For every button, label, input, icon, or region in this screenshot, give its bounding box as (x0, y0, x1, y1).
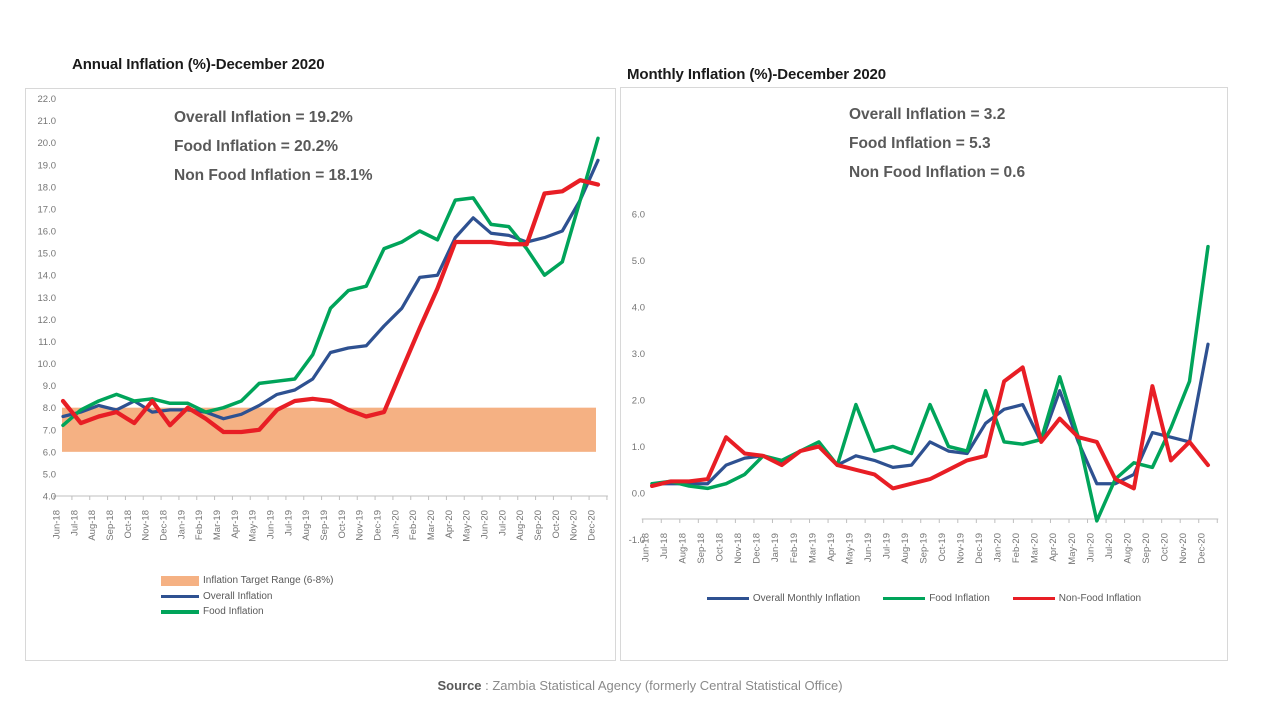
annotation-line: Non Food Inflation = 0.6 (849, 164, 1026, 181)
y-axis-label: 7.0 (42, 425, 56, 437)
x-axis-label: Jul-20 (497, 510, 509, 536)
x-axis-label: Feb-20 (1011, 533, 1023, 564)
source-note (0, 678, 1280, 693)
x-axis-label: Sep-20 (532, 510, 544, 541)
x-axis-label: Feb-19 (194, 510, 206, 541)
legend-line-swatch (883, 597, 925, 601)
x-axis-label: Feb-19 (788, 533, 800, 564)
annotation-line: Food Inflation = 5.3 (849, 135, 991, 152)
y-axis-label: 0.0 (631, 488, 645, 500)
x-axis-label: Jan-20 (390, 510, 402, 540)
x-axis-label: Sep-19 (318, 510, 330, 541)
legend-line-swatch (1013, 597, 1055, 601)
annotation-line: Overall Inflation = 3.2 (849, 106, 1006, 123)
y-axis-label: 22.0 (37, 94, 56, 106)
x-axis-label: Jan-20 (992, 533, 1004, 563)
annotation-line: Non Food Inflation = 18.1% (174, 167, 373, 184)
y-axis-label: 4.0 (631, 302, 645, 314)
x-axis-label: Aug-18 (677, 533, 689, 564)
legend-label: Inflation Target Range (6-8%) (203, 575, 334, 587)
annual-chart-title: Annual Inflation (%)-December 2020 (72, 56, 325, 73)
x-axis-label: Aug-18 (87, 510, 99, 541)
y-axis-label: 5.0 (631, 256, 645, 267)
x-axis-label: Aug-20 (1122, 533, 1134, 564)
y-axis-label: 2.0 (631, 395, 645, 407)
y-axis-label: 3.0 (631, 349, 645, 360)
y-axis-label: 6.0 (42, 447, 56, 459)
x-axis-label: Aug-20 (515, 509, 527, 541)
x-axis-label: Mar-19 (211, 510, 223, 541)
legend-item-overall-inflation (161, 589, 333, 605)
legend-item-food-inflation (161, 604, 333, 620)
y-axis-label: 14.0 (37, 270, 56, 282)
y-axis-label: 20.0 (37, 138, 56, 150)
legend-item-inflation-target-range-6-8- (161, 573, 333, 589)
x-axis-label: Sep-18 (696, 533, 708, 564)
x-axis-label: Jun-18 (51, 510, 63, 540)
legend-label: Food Inflation (929, 593, 990, 604)
y-axis-label: 13.0 (37, 292, 56, 304)
legend-label: Overall Inflation (203, 590, 273, 602)
x-axis-label: Aug-19 (899, 533, 911, 564)
y-axis-label: 12.0 (37, 314, 56, 326)
x-axis-label: Apr-20 (443, 510, 455, 539)
x-axis-label: May-19 (844, 533, 856, 565)
y-axis-label: -1.0 (628, 535, 645, 546)
x-axis-label: Jul-18 (659, 533, 671, 559)
x-axis-label: Nov-18 (733, 533, 745, 564)
y-axis-label: 18.0 (37, 182, 56, 194)
overall-inflation-line (63, 160, 598, 418)
x-axis-label: Nov-18 (140, 510, 152, 541)
x-axis-label: Sep-19 (918, 533, 930, 564)
annual-annotation (174, 103, 373, 190)
x-axis-label: Dec-20 (586, 510, 598, 541)
y-axis-label: 6.0 (631, 209, 645, 221)
y-axis-label: 16.0 (37, 226, 56, 238)
x-axis-label: Oct-20 (550, 510, 562, 539)
x-axis-label: Feb-20 (408, 510, 420, 541)
legend-label: Overall Monthly Inflation (752, 593, 861, 604)
y-axis-label: 15.0 (37, 248, 56, 260)
legend-label: Non-Food Inflation (1058, 593, 1142, 604)
source-text: : Zambia Statistical Agency (formerly Central Statistical Office) (481, 678, 843, 693)
y-axis-label: 5.0 (42, 469, 56, 481)
annotation-line: Overall Inflation = 19.2% (174, 109, 353, 126)
overall-monthly-inflation-line (652, 344, 1208, 484)
x-axis-label: Oct-18 (122, 510, 134, 539)
x-axis-label: Mar-19 (807, 533, 819, 564)
x-axis-label: Jul-19 (283, 510, 295, 536)
x-axis-label: Jul-18 (69, 510, 81, 536)
x-axis-label: Jul-19 (881, 533, 893, 559)
annotation-line: Food Inflation = 20.2% (174, 138, 339, 155)
x-axis-label: Nov-19 (354, 510, 366, 541)
x-axis-label: Dec-19 (974, 533, 986, 564)
x-axis-label: Apr-19 (229, 510, 241, 539)
legend-band-swatch (161, 576, 199, 586)
y-axis-label: 11.0 (38, 336, 56, 348)
y-axis-label: 21.0 (37, 116, 56, 128)
x-axis-label: Jun-20 (1085, 533, 1097, 563)
x-axis-label: Dec-18 (158, 510, 170, 541)
x-axis-label: Jun-19 (862, 533, 874, 563)
monthly-chart-legend (621, 593, 1227, 604)
legend-label: Food Inflation (203, 606, 264, 618)
x-axis-label: Jul-20 (1103, 533, 1115, 559)
x-axis-label: Jun-19 (265, 510, 277, 540)
y-axis-label: 9.0 (42, 381, 56, 393)
x-axis-label: Nov-20 (568, 510, 580, 541)
monthly-chart-title: Monthly Inflation (%)-December 2020 (627, 66, 887, 83)
x-axis-label: Sep-18 (104, 510, 116, 541)
legend-line-swatch (707, 597, 749, 601)
x-axis-label: Dec-18 (751, 533, 763, 564)
x-axis-label: Mar-20 (425, 510, 437, 541)
annual-chart-panel (25, 88, 616, 661)
x-axis-label: May-20 (461, 510, 473, 542)
x-axis-label: Jan-19 (176, 510, 188, 540)
source-label: Source (437, 678, 482, 693)
x-axis-label: Oct-20 (1159, 533, 1171, 562)
x-axis-label: Oct-18 (714, 533, 726, 562)
monthly-annotation (849, 100, 1025, 187)
x-axis-label: May-20 (1066, 533, 1078, 565)
x-axis-label: Nov-20 (1177, 533, 1189, 564)
legend-item-non-food-inflation (1013, 593, 1141, 604)
x-axis-label: Oct-19 (937, 533, 949, 562)
x-axis-label: Jan-19 (770, 533, 782, 563)
x-axis-label: Oct-19 (336, 510, 348, 539)
y-axis-label: 10.0 (37, 359, 56, 371)
legend-line-swatch (161, 610, 199, 614)
x-axis-label: Mar-20 (1029, 533, 1041, 564)
x-axis-label: Nov-19 (955, 533, 967, 564)
x-axis-label: Dec-20 (1196, 533, 1208, 564)
x-axis-label: Jun-20 (479, 510, 491, 540)
annual-chart-legend (161, 573, 333, 620)
y-axis-label: 17.0 (37, 204, 56, 216)
y-axis-label: 8.0 (42, 403, 56, 415)
x-axis-label: Aug-19 (301, 510, 313, 541)
y-axis-label: 1.0 (631, 442, 645, 453)
x-axis-label: Sep-20 (1140, 533, 1152, 564)
legend-item-food-inflation (883, 593, 990, 604)
monthly-chart-panel (620, 87, 1228, 661)
x-axis-label: May-19 (247, 510, 259, 542)
x-axis-label: Apr-20 (1048, 533, 1060, 562)
legend-line-swatch (161, 595, 199, 599)
legend-item-overall-monthly-inflation (707, 593, 860, 604)
y-axis-label: 4.0 (42, 491, 56, 503)
y-axis-label: 19.0 (37, 160, 56, 172)
x-axis-label: Jun-18 (640, 533, 652, 563)
x-axis-label: Apr-19 (825, 533, 837, 562)
x-axis-label: Dec-19 (372, 510, 384, 541)
